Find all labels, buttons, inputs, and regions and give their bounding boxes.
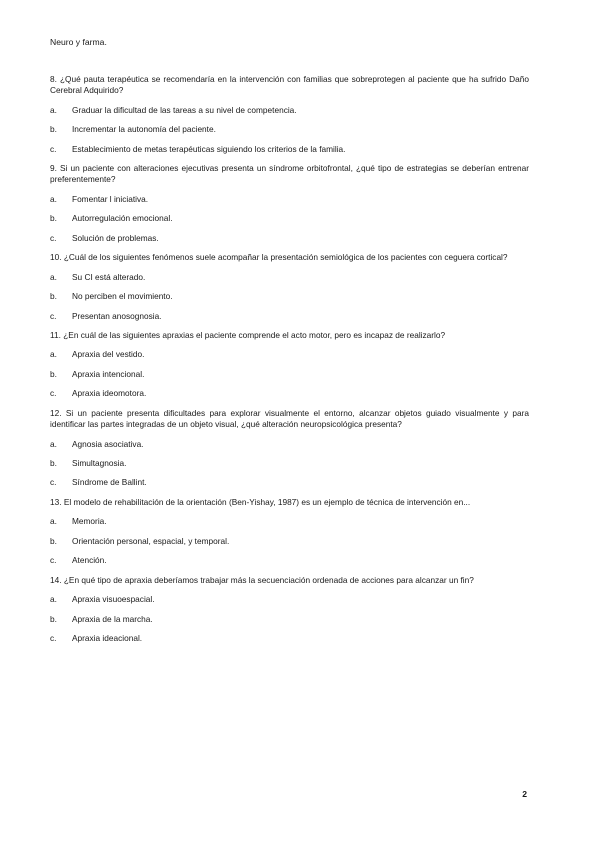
option-letter: a. [50,193,57,204]
answer-option [50,369,529,380]
answer-option [50,124,529,135]
option-letter: a. [50,438,57,449]
option-letter: c. [50,143,57,154]
question-block [50,408,529,489]
option-text: Apraxia ideacional. [72,632,143,643]
option-text: Apraxia ideomotora. [72,388,147,399]
option-letter: a. [50,349,57,360]
page-number: 2 [522,789,527,799]
option-text: Graduar la dificultad de las tareas a su nivel de competencia. [72,104,297,115]
answer-option [50,349,529,360]
answer-option [50,272,529,283]
question-text: 12. Si un paciente presenta dificultades para explorar visualmente el entorno, alcanzar objetos guiado visualmente y para identificar las partes integradas de un objeto visual, ¿qué alteración neuropsicológica presenta? [50,407,529,430]
question-block [50,163,529,244]
option-text: Apraxia de la marcha. [72,613,153,624]
answer-option [50,311,529,322]
answer-option [50,594,529,605]
question-text: 13. El modelo de rehabilitación de la orientación (Ben-Yishay, 1987) es un ejemplo de técnica de intervención en... [50,496,471,507]
answer-option [50,633,529,644]
option-text: Apraxia visuoespacial. [72,594,155,605]
question-block [50,575,529,645]
option-text: Memoria. [72,516,107,527]
option-letter: b. [50,535,57,546]
document-header: Neuro y farma. [50,37,107,47]
option-text: Agnosia asociativa. [72,438,144,449]
answer-option [50,213,529,224]
question-text: 9. Si un paciente con alteraciones ejecutivas presenta un síndrome orbitofrontal, ¿qué tipo de estrategias se deberían entrenar preferentemente? [50,163,529,185]
answer-option [50,291,529,302]
option-letter: b. [50,368,57,379]
option-letter: b. [50,124,57,135]
option-text: Síndrome de Ballint. [72,477,147,488]
answer-option [50,536,529,547]
option-text: No perciben el movimiento. [72,291,173,302]
question-block [50,252,529,322]
answer-option [50,614,529,625]
option-letter: a. [50,516,57,527]
answer-option [50,144,529,155]
option-letter: a. [50,271,57,282]
option-text: Atención. [72,555,107,566]
option-letter: b. [50,291,57,302]
option-text: Apraxia intencional. [72,368,145,379]
option-letter: a. [50,594,57,605]
option-text: Fomentar l iniciativa. [72,193,149,204]
option-letter: b. [50,458,57,469]
answer-option [50,516,529,527]
option-text: Orientación personal, espacial, y temporal. [72,535,230,546]
answer-option [50,105,529,116]
option-letter: c. [50,632,57,643]
option-text: Incrementar la autonomía del paciente. [72,124,216,135]
option-letter: b. [50,613,57,624]
answer-option [50,233,529,244]
option-text: Presentan anosognosia. [72,310,162,321]
option-text: Simultagnosia. [72,458,127,469]
answer-option [50,477,529,488]
option-text: Autorregulación emocional. [72,213,173,224]
question-text: 10. ¿Cuál de los siguientes fenómenos suele acompañar la presentación semiológica de los pacientes con ceguera cortical? [50,252,508,263]
option-text: Su CI está alterado. [72,271,146,282]
answer-option [50,555,529,566]
option-letter: c. [50,477,57,488]
option-text: Solución de problemas. [72,232,159,243]
option-letter: c. [50,555,57,566]
question-block [50,330,529,400]
option-letter: c. [50,310,57,321]
question-text: 11. ¿En cuál de las siguientes apraxias el paciente comprende el acto motor, pero es incapaz de realizarlo? [50,329,446,340]
answer-option [50,439,529,450]
option-letter: b. [50,213,57,224]
question-list [50,74,529,645]
question-block [50,74,529,155]
answer-option [50,194,529,205]
question-text: 8. ¿Qué pauta terapéutica se recomendaría en la intervención con familias que sobreprotegen al paciente que ha sufrido Daño Cerebral Adquirido? [50,73,529,96]
option-letter: a. [50,104,57,115]
option-text: Establecimiento de metas terapéuticas siguiendo los criterios de la familia. [72,143,346,154]
answer-option [50,388,529,399]
question-text: 14. ¿En qué tipo de apraxia deberíamos trabajar más la secuenciación ordenada de acciones para alcanzar un fin? [50,574,474,585]
question-block [50,497,529,567]
answer-option [50,458,529,469]
option-letter: c. [50,388,57,399]
option-text: Apraxia del vestido. [72,349,145,360]
option-letter: c. [50,232,57,243]
